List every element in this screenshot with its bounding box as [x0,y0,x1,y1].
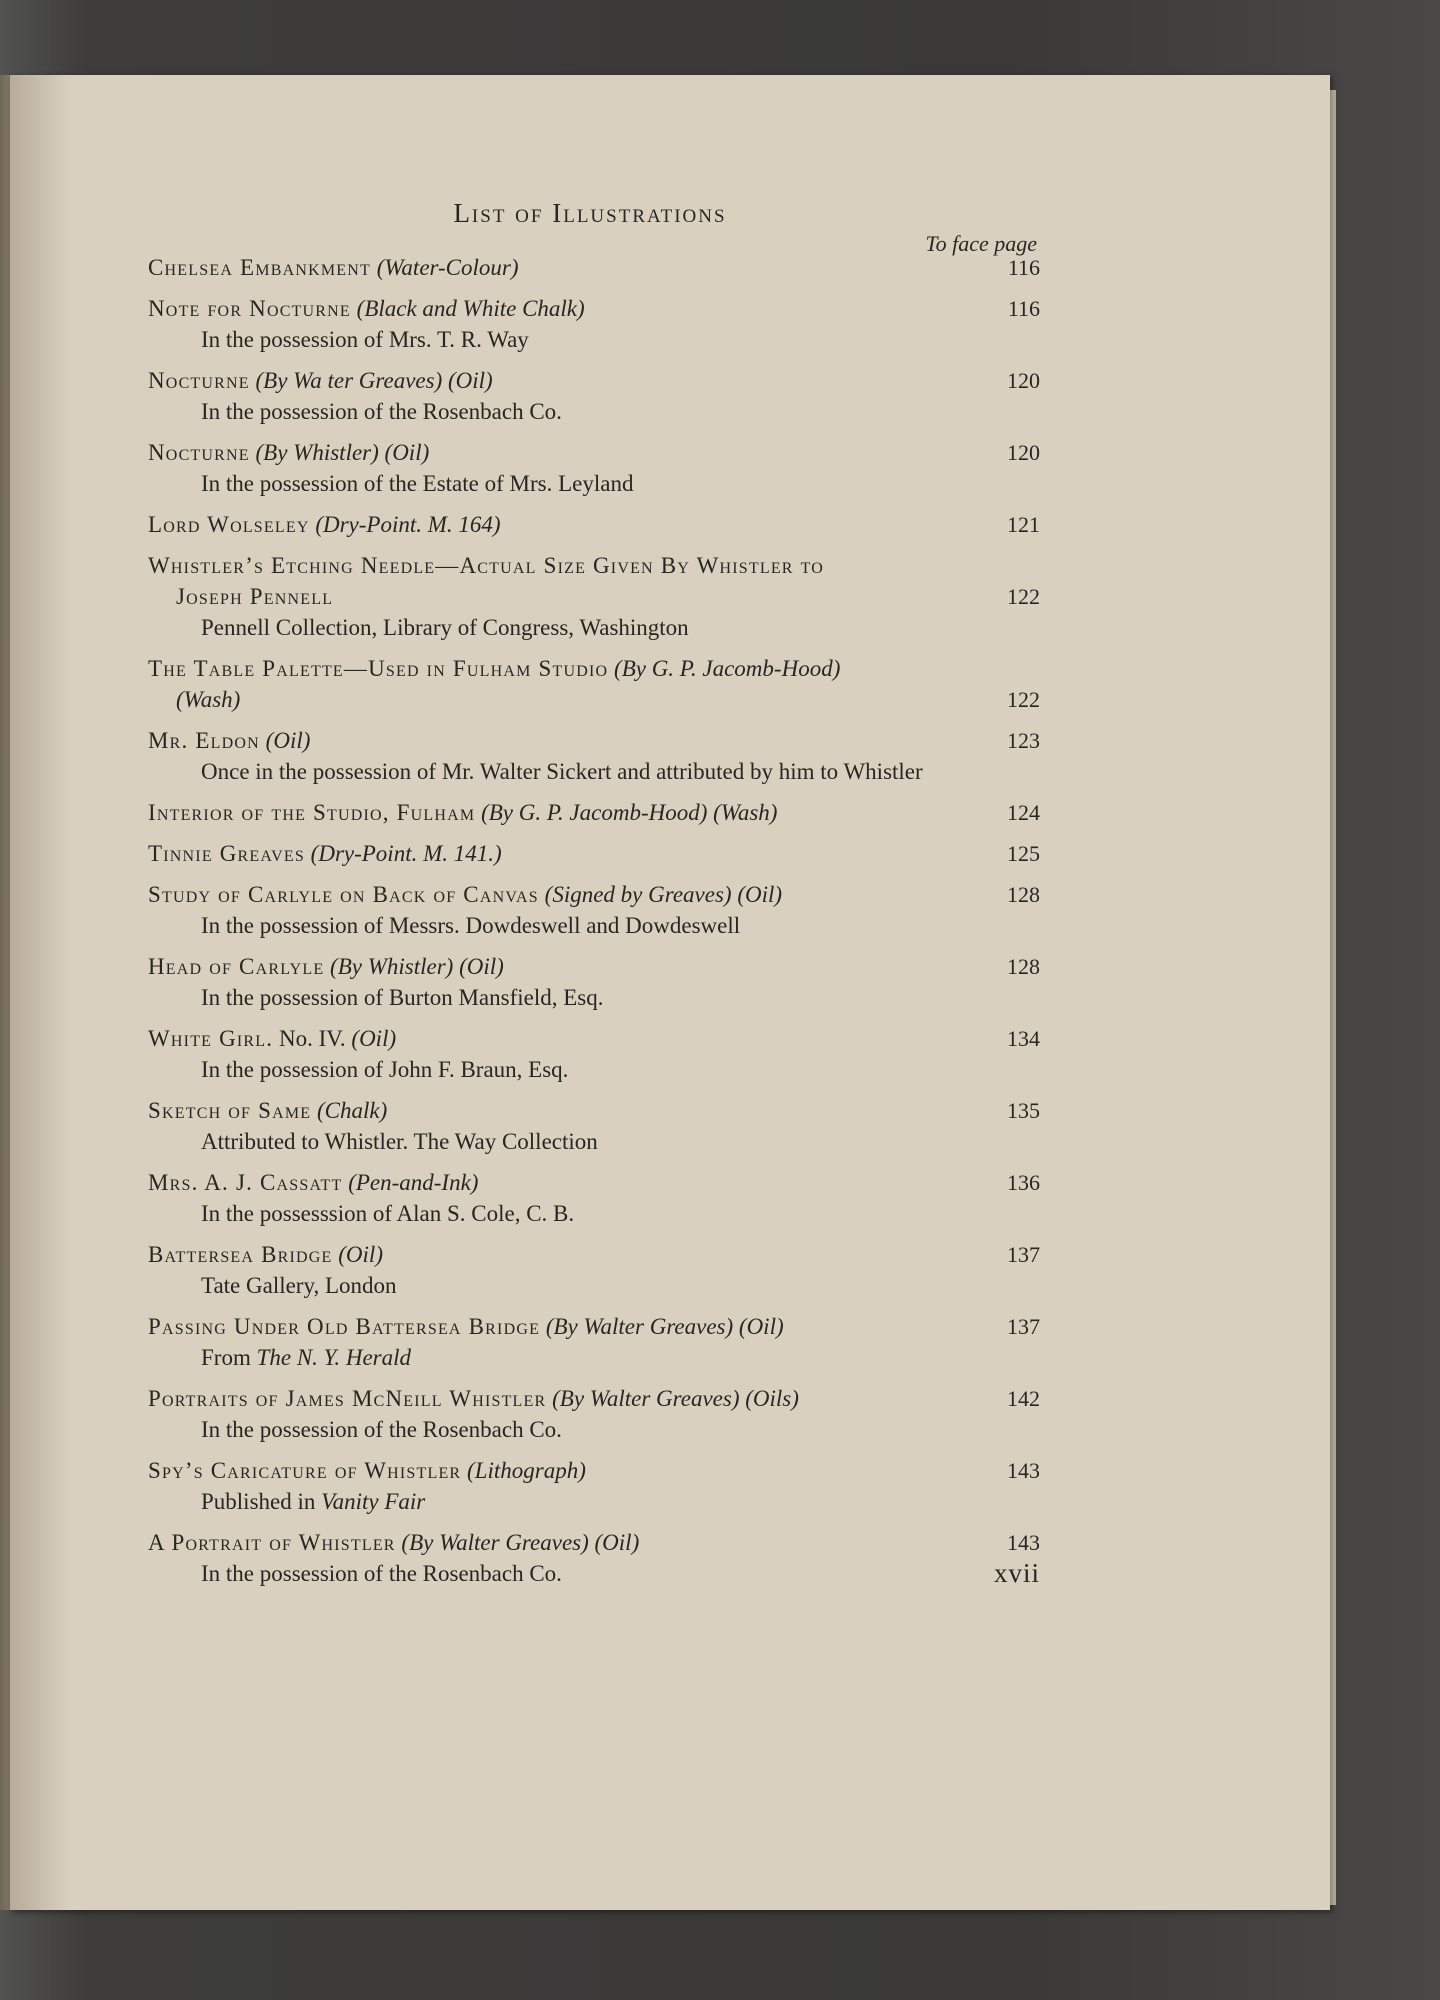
entry-page-number: 134 [1007,1026,1040,1051]
entry-page-number: 116 [1007,296,1040,321]
entry-title: Chelsea Embankment [148,255,371,280]
entry-line-continued [148,581,1040,612]
entry-caption [148,951,504,982]
entry-caption [148,550,824,581]
entry-page-number: 143 [1007,1458,1040,1483]
entry-medium: (By Walter Greaves) (Oil) [545,1314,784,1339]
entry-medium: (Dry-Point. M. 164) [315,512,501,537]
entry-page-number: 128 [1007,882,1040,907]
entry-page-number: 122 [1007,687,1040,712]
entry-caption [148,725,310,756]
entry-page-number: 123 [1007,728,1040,753]
entry-title: Tinnie Greaves [148,841,305,866]
entry-note [148,1342,1040,1373]
entry-page-number: 124 [1007,800,1040,825]
entry-medium: (Black and White Chalk) [356,296,585,321]
entry-line [148,1167,1040,1198]
entry-note: Pennell Collection, Library of Congress, Washington [201,615,689,640]
entry-note: In the possesssion of Alan S. Cole, C. B. [201,1201,575,1226]
entry-caption [148,365,493,396]
entry-note: In the possession of Messrs. Dowdeswell and Dowdeswell [201,913,741,938]
entry-line [148,437,1040,468]
list-item [148,951,1040,1013]
column-header: To face page [925,231,1037,256]
entry-page-number: 125 [1007,841,1040,866]
entry-title: Mr. Eldon [148,728,260,753]
entry-title: Spy’s Caricature of Whistler [148,1458,462,1483]
page-heading: List of Illustrations [453,198,727,228]
list-item [148,1167,1040,1229]
entry-caption [148,1311,784,1342]
entry-caption [148,1023,396,1054]
entry-title: Note for Nocturne [148,296,351,321]
list-item [148,365,1040,427]
entry-note-text: Published in [201,1489,316,1514]
entry-note: In the possession of the Rosenbach Co. [201,399,562,424]
entry-title: Nocturne [148,440,250,465]
entry-note: Tate Gallery, London [201,1273,397,1298]
list-item [148,1023,1040,1085]
entry-title-continued: (Wash) [176,687,241,712]
entry-page-number: 142 [1007,1386,1040,1411]
folio-number: xvii [993,1558,1040,1588]
entry-line [148,1239,1040,1270]
illustration-list [148,252,1040,1599]
entry-line [148,1095,1040,1126]
entry-caption [148,1527,639,1558]
list-item [148,1455,1040,1517]
entry-title: Study of Carlyle on Back of Canvas [148,882,539,907]
entry-title: The Table Palette—Used in Fulham Studio [148,656,609,681]
entry-line [148,951,1040,982]
entry-title: Nocturne [148,368,250,393]
entry-number: No. IV. [278,1026,346,1051]
entry-line [148,797,1040,828]
entry-line [148,365,1040,396]
entry-page-number: 143 [1007,1530,1040,1555]
entry-line [148,1455,1040,1486]
entry-page-number: 120 [1007,368,1040,393]
entry-medium: (Oil) [338,1242,383,1267]
entry-caption [148,1095,387,1126]
entry-medium: (Water-Colour) [376,255,519,280]
entry-title: White Girl. [148,1026,274,1051]
entry-medium: (Dry-Point. M. 141.) [310,841,502,866]
entry-medium: (By G. P. Jacomb-Hood) [614,656,841,681]
list-item [148,1383,1040,1445]
entry-page-number: 120 [1007,440,1040,465]
entry-line [148,550,1040,581]
entry-line [148,653,1040,684]
list-item [148,838,1040,869]
entry-medium: (By Whistler) (Oil) [330,954,504,979]
entry-title: Interior of the Studio, Fulham [148,800,476,825]
list-item [148,797,1040,828]
entry-title-continued: Joseph Pennell [176,584,334,609]
entry-page-number: 137 [1007,1242,1040,1267]
entry-medium: (Pen-and-Ink) [348,1170,479,1195]
entry-line [148,509,1040,540]
entry-line [148,1383,1040,1414]
entry-title: A Portrait of Whistler [148,1530,396,1555]
entry-title: Passing Under Old Battersea Bridge [148,1314,541,1339]
list-item [148,509,1040,540]
list-item [148,879,1040,941]
entry-line [148,1023,1040,1054]
entry-line [148,293,1040,324]
entry-title: Battersea Bridge [148,1242,333,1267]
list-item [148,1311,1040,1373]
entry-note: In the possession of the Estate of Mrs. Leyland [201,471,634,496]
entry-caption [148,1167,478,1198]
entry-title: Sketch of Same [148,1098,312,1123]
entry-note: In the possession of Mrs. T. R. Way [201,327,529,352]
entry-medium: (By Wa ter Greaves) (Oil) [255,368,493,393]
entry-line [148,725,1040,756]
entry-line [148,252,1040,283]
gutter-shade [10,75,70,1910]
entry-medium: (By Walter Greaves) (Oil) [401,1530,640,1555]
entry-page-number: 136 [1007,1170,1040,1195]
entry-caption [148,879,782,910]
entry-note-text: From [201,1345,251,1370]
entry-caption [148,1383,799,1414]
entry-title: Mrs. A. J. Cassatt [148,1170,343,1195]
entry-caption [148,838,502,869]
list-item [148,653,1040,715]
list-item [148,293,1040,355]
entry-medium: (Oil) [351,1026,397,1051]
list-item [148,1095,1040,1157]
entry-caption [148,509,501,540]
entry-page-number: 135 [1007,1098,1040,1123]
entry-page-number: 116 [1007,255,1040,280]
list-item [148,550,1040,643]
entry-caption [148,1455,586,1486]
entry-medium: (By Walter Greaves) (Oils) [552,1386,799,1411]
entry-medium: (Chalk) [316,1098,388,1123]
entry-page-number: 121 [1007,512,1040,537]
entry-note: In the possession of Burton Mansfield, Esq. [201,985,604,1010]
entry-caption [148,653,840,684]
entry-caption [148,252,519,283]
entry-note: In the possession of John F. Braun, Esq. [201,1057,569,1082]
entry-note-publication: The N. Y. Herald [256,1345,412,1370]
entry-medium: (Lithograph) [467,1458,586,1483]
list-item [148,252,1040,283]
list-item [148,1239,1040,1301]
entry-caption [148,293,585,324]
entry-title: Head of Carlyle [148,954,325,979]
entry-title: Whistler’s Etching Needle—Actual Size Given By Whistler to [148,553,825,578]
entry-line-continued [148,684,1040,715]
entry-title: Lord Wolseley [148,512,310,537]
entry-medium: (Oil) [265,728,311,753]
entry-title: Portraits of James McNeill Whistler [148,1386,547,1411]
entry-page-number: 122 [1007,584,1040,609]
entry-line [148,1311,1040,1342]
entry-caption [148,1239,383,1270]
entry-line [148,879,1040,910]
entry-medium: (Signed by Greaves) (Oil) [544,882,783,907]
entry-line [148,1527,1040,1558]
entry-caption [148,797,777,828]
list-item [148,437,1040,499]
entry-note: In the possession of the Rosenbach Co. [201,1417,562,1442]
entry-note: In the possession of the Rosenbach Co. [201,1561,562,1586]
list-item [148,725,1040,787]
entry-medium: (By Whistler) (Oil) [255,440,430,465]
entry-note [148,1486,1040,1517]
entry-note-publication: Vanity Fair [321,1489,426,1514]
entry-page-number: 128 [1007,954,1040,979]
entry-caption [148,437,429,468]
entry-note: Once in the possession of Mr. Walter Sickert and attributed by him to Whistler [201,759,923,784]
entry-medium: (By G. P. Jacomb-Hood) (Wash) [481,800,778,825]
entry-page-number: 137 [1007,1314,1040,1339]
entry-note: Attributed to Whistler. The Way Collection [201,1129,598,1154]
entry-line [148,838,1040,869]
